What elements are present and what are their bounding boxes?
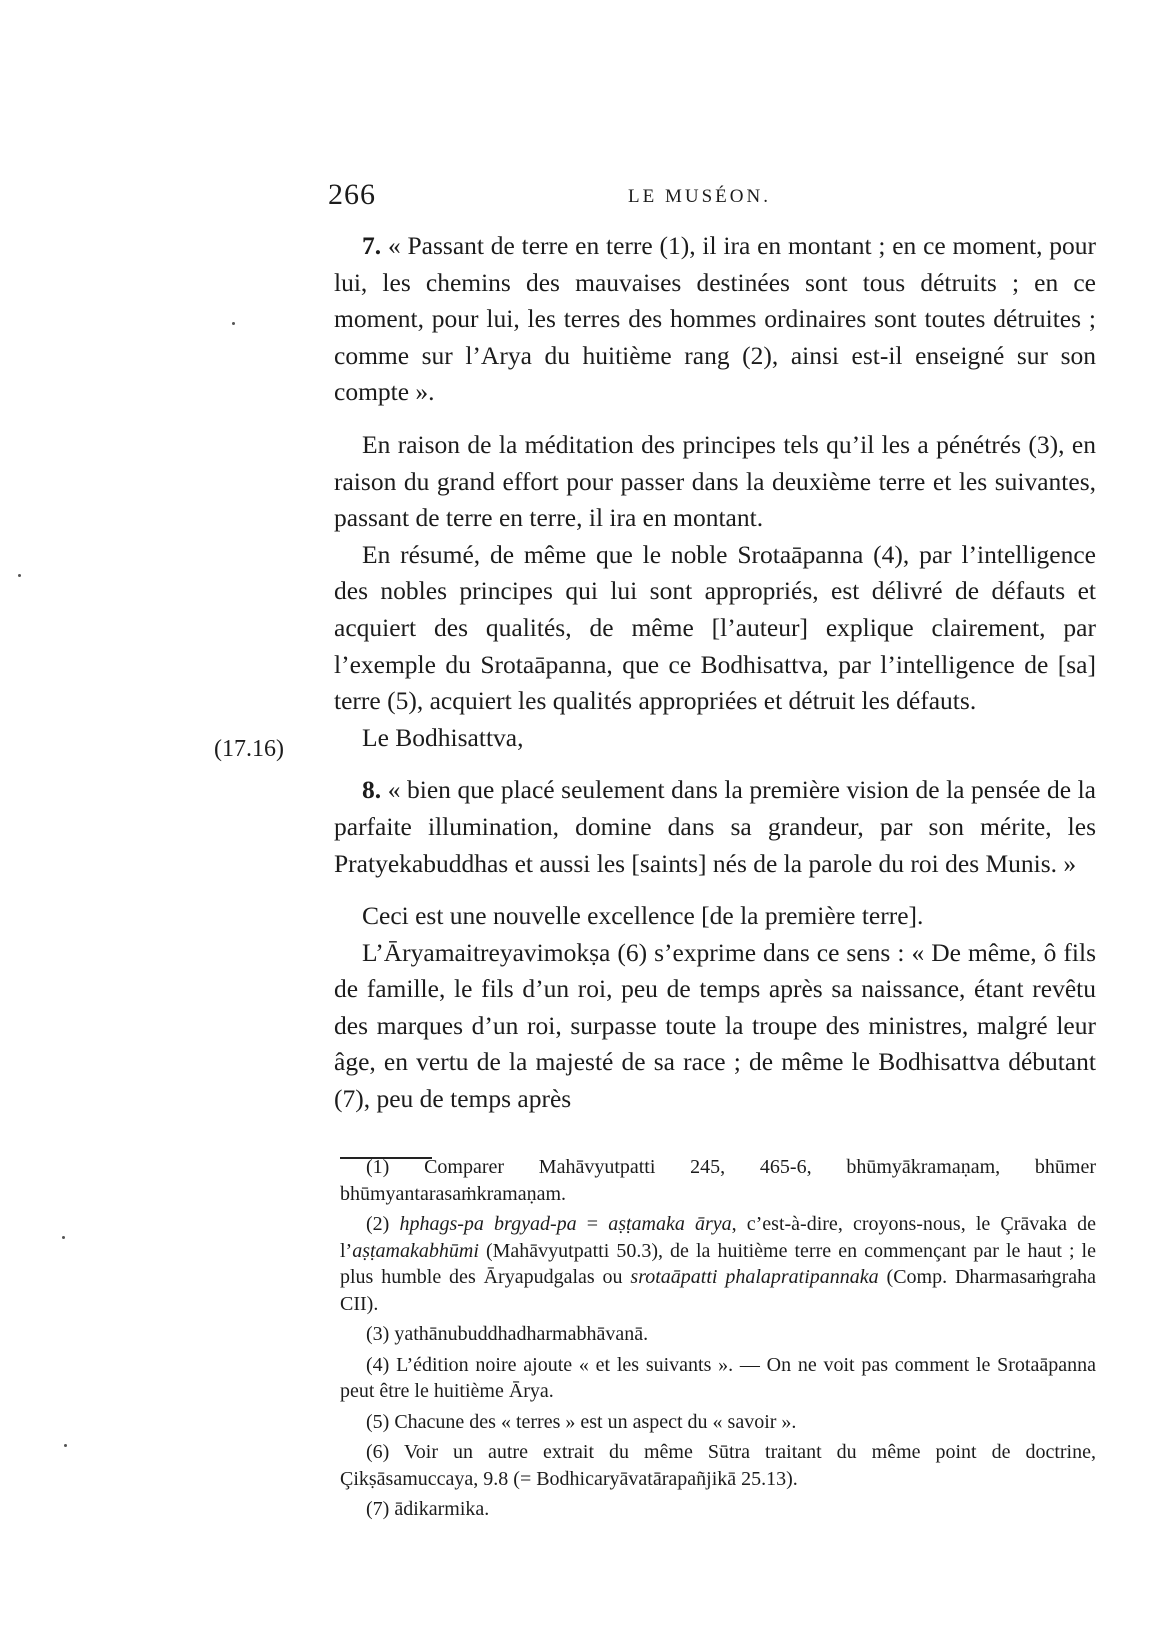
paragraph-text: En résumé, de même que le noble Srotaāpanna (4), par l’intelligence des nobles principes qui lui sont appropriés, est délivré de défauts et acquiert des qualités, de même [l’auteur] explique clairement, par l’exemple du Srotaāpanna, que ce Bodhisattva, par l’intelligence de [sa] terre (5), acquiert les qualités appropriées et détruit les défauts. <box>334 539 1096 716</box>
footnote-3: (3) yathānubuddhadharmabhāvanā. <box>366 1323 649 1345</box>
paragraph-verse-7 <box>334 228 1096 411</box>
verse-number: 8. <box>362 775 382 805</box>
footnotes <box>340 1154 1096 1523</box>
footnote-5: (5) Chacune des « terres » est un aspect du « savoir ». <box>366 1410 797 1433</box>
footnote-4: (4) L’édition noire ajoute « et les suivants ». — On ne voit pas comment le Srotaāpanna peut être le huitième Ārya. <box>340 1353 1096 1402</box>
footnote-text: (Comp. Dharmasaṁgraha CII). <box>340 1266 1096 1315</box>
scan-speck <box>62 1236 65 1239</box>
equals-sign: = <box>586 1213 599 1235</box>
scan-speck <box>18 574 21 577</box>
scan-speck <box>64 1444 67 1447</box>
tibetan-term: hphags-pa brgyad-pa <box>399 1213 577 1235</box>
paragraph-text: L’Āryamaitreyavimokṣa (6) s’exprime dans ce sens : « De même, ô fils de famille, le fils d’un roi, peu de temps après sa naissance, étant revêtu des marques d’un roi, surpasse toute la troupe des ministres, malgré leur âge, en vertu de la majesté de sa race ; de même le Bodhisattva débutant (7), peu de temps après <box>334 937 1096 1114</box>
paragraph <box>334 720 1096 757</box>
sanskrit-term: aṣṭamaka ārya <box>608 1213 732 1235</box>
paragraph-text: Le Bodhisattva, <box>362 722 524 752</box>
scan-speck <box>232 322 235 325</box>
paragraph-verse-8 <box>334 772 1096 882</box>
footnote-text: (Mahāvyutpatti 50.3), de la huitième terre en commençant par le haut ; le plus humble des Āryapudgalas ou <box>340 1239 1096 1288</box>
paragraph-text: En raison de la méditation des principes tels qu’il les a pénétrés (3), en raison du grand effort pour passer dans la deuxième terre et les suivantes, passant de terre en terre, il ira en montant. <box>334 429 1096 533</box>
margin-reference: (17.16) <box>214 736 284 762</box>
paragraph <box>334 427 1096 537</box>
sanskrit-term: srotaāpatti phalapratipannaka <box>630 1266 879 1288</box>
footnote-label: (2) <box>366 1213 390 1235</box>
footnote-text: , c’est-à-dire, croyons-nous, le Çrāvaka de l’ <box>340 1213 1097 1262</box>
body-text <box>334 228 1096 1118</box>
sanskrit-term: aṣṭamakabhūmi <box>352 1239 479 1262</box>
running-title: LE MUSÉON. <box>628 186 771 207</box>
page-header <box>328 178 1108 214</box>
footnote-1: (1) Comparer Mahāvyutpatti 245, 465-6, bhūmyākramaṇam, bhūmer bhūmyantarasaṁkramaṇam. <box>340 1156 1096 1205</box>
footnote-6: (6) Voir un autre extrait du même Sūtra traitant du même point de doctrine, Çikṣāsamuccaya, 9.8 (= Bodhicaryāvatārapañjikā 25.13). <box>340 1441 1096 1490</box>
paragraph <box>334 898 1096 935</box>
footnote-7: (7) ādikarmika. <box>366 1498 490 1520</box>
paragraph-text: Ceci est une nouvelle excellence [de la première terre]. <box>362 901 924 931</box>
paragraph <box>334 935 1096 1118</box>
paragraph-text: « bien que placé seulement dans la première vision de la pensée de la parfaite illumination, domine dans sa grandeur, par son mérite, les Pratyekabuddhas et aussi les [saints] nés de la parole du roi des Munis. » <box>334 775 1096 878</box>
page-number: 266 <box>328 178 376 211</box>
paragraph-text: « Passant de terre en terre (1), il ira en montant ; en ce moment, pour lui, les chemins des mauvaises destinées sont tous détruits ; en ce moment, pour lui, les terres des hommes ordinaires sont toutes détruites ; comme sur l’Arya du huitième rang (2), ainsi est-il enseigné sur son compte ». <box>334 231 1097 407</box>
footnote-2 <box>340 1211 1096 1317</box>
verse-number: 7. <box>362 231 382 260</box>
paragraph <box>334 537 1096 720</box>
